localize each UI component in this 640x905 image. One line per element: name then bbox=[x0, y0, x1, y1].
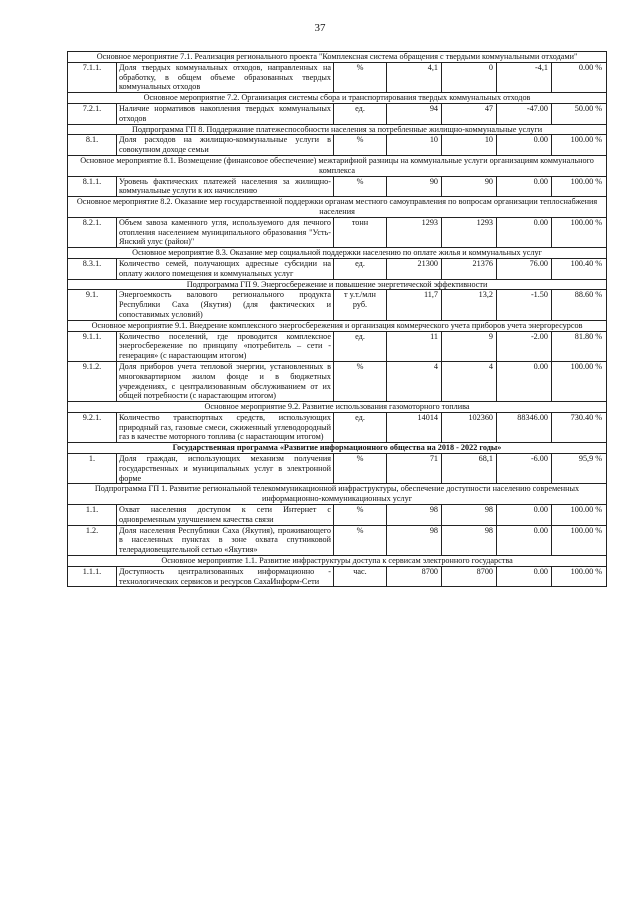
section-header: Основное мероприятие 1.1. Развитие инфраструктуры доступа к сервисам электронного государства bbox=[68, 556, 607, 567]
unit-cell: % bbox=[334, 361, 387, 401]
fact-value-cell: 4 bbox=[442, 361, 497, 401]
plan-value-cell: 1293 bbox=[387, 217, 442, 247]
plan-value-cell: 21300 bbox=[387, 258, 442, 279]
section-header: Основное мероприятие 9.1. Внедрение комплексного энергосбережения и организация коммерческого учета приборов учета энергоресурсов bbox=[68, 320, 607, 331]
completion-percent-cell: 100.00 % bbox=[552, 505, 607, 526]
deviation-cell: 0.00 bbox=[497, 135, 552, 156]
section-header-row bbox=[68, 279, 607, 290]
section-header: Государственная программа «Развитие информационного общества на 2018 - 2022 годы» bbox=[68, 443, 607, 454]
section-header-row bbox=[68, 484, 607, 505]
row-number-cell: 8.1.1. bbox=[68, 176, 117, 197]
deviation-cell: -4,1 bbox=[497, 62, 552, 92]
unit-cell: % bbox=[334, 454, 387, 484]
deviation-cell: 0.00 bbox=[497, 217, 552, 247]
completion-percent-cell: 50.00 % bbox=[552, 103, 607, 124]
fact-value-cell: 9 bbox=[442, 331, 497, 361]
plan-value-cell: 8700 bbox=[387, 566, 442, 587]
completion-percent-cell: 100.00 % bbox=[552, 566, 607, 587]
section-header-row bbox=[68, 443, 607, 454]
deviation-cell: -47.00 bbox=[497, 103, 552, 124]
completion-percent-cell: 95,9 % bbox=[552, 454, 607, 484]
completion-percent-cell: 100.00 % bbox=[552, 217, 607, 247]
indicator-cell: Количество транспортных средств, использующих природный газ, газовые смеси, сжиженный углеводородный газ в качестве моторного топлива (с нарастающим итогом) bbox=[117, 412, 334, 442]
plan-value-cell: 71 bbox=[387, 454, 442, 484]
row-number-cell: 1. bbox=[68, 454, 117, 484]
indicators-table bbox=[67, 51, 607, 587]
fact-value-cell: 98 bbox=[442, 525, 497, 555]
table-row bbox=[68, 361, 607, 401]
deviation-cell: 0.00 bbox=[497, 176, 552, 197]
table-row bbox=[68, 454, 607, 484]
section-header: Подпрограмма ГП 8. Поддержание платежеспособности населения за потребленные жилищно-коммунальные услуги bbox=[68, 124, 607, 135]
row-number-cell: 7.2.1. bbox=[68, 103, 117, 124]
section-header: Основное мероприятие 8.1. Возмещение (финансовое обеспечение) межтарифной разницы на коммунальные услуги организациям коммунального комплекса bbox=[68, 155, 607, 176]
table-row bbox=[68, 176, 607, 197]
table-row bbox=[68, 331, 607, 361]
completion-percent-cell: 88.60 % bbox=[552, 290, 607, 320]
indicator-cell: Доля расходов на жилищно-коммунальные услуги в совокупном доходе семьи bbox=[117, 135, 334, 156]
completion-percent-cell: 81.80 % bbox=[552, 331, 607, 361]
unit-cell: тонн bbox=[334, 217, 387, 247]
row-number-cell: 7.1.1. bbox=[68, 62, 117, 92]
row-number-cell: 1.2. bbox=[68, 525, 117, 555]
section-header: Подпрограмма ГП 1. Развитие региональной телекоммуникационной инфраструктуры, обеспечение доступности населению современных информационно-коммуникационных услуг bbox=[68, 484, 607, 505]
unit-cell: час. bbox=[334, 566, 387, 587]
indicator-cell: Уровень фактических платежей населения за жилищно-коммунальные услуги к их начислению bbox=[117, 176, 334, 197]
deviation-cell: 0.00 bbox=[497, 361, 552, 401]
table-row bbox=[68, 258, 607, 279]
section-header-row bbox=[68, 124, 607, 135]
section-header: Основное мероприятие 7.1. Реализация регионального проекта "Комплексная система обращения с твердыми коммунальными отходами" bbox=[68, 52, 607, 63]
fact-value-cell: 102360 bbox=[442, 412, 497, 442]
fact-value-cell: 90 bbox=[442, 176, 497, 197]
section-header: Основное мероприятие 9.2. Развитие использования газомоторного топлива bbox=[68, 402, 607, 413]
row-number-cell: 8.3.1. bbox=[68, 258, 117, 279]
row-number-cell: 1.1. bbox=[68, 505, 117, 526]
plan-value-cell: 4 bbox=[387, 361, 442, 401]
deviation-cell: 88346.00 bbox=[497, 412, 552, 442]
section-header-row bbox=[68, 556, 607, 567]
table-row bbox=[68, 62, 607, 92]
completion-percent-cell: 100.00 % bbox=[552, 525, 607, 555]
row-number-cell: 9.1.1. bbox=[68, 331, 117, 361]
plan-value-cell: 98 bbox=[387, 505, 442, 526]
fact-value-cell: 0 bbox=[442, 62, 497, 92]
fact-value-cell: 8700 bbox=[442, 566, 497, 587]
indicator-cell: Доля населения Республики Саха (Якутия), проживающего в населенных пунктах в зоне охвата спутниковой телерадиовещательной сетью «Якутия» bbox=[117, 525, 334, 555]
fact-value-cell: 13,2 bbox=[442, 290, 497, 320]
indicator-cell: Охват населения доступом к сети Интернет с одновременным улучшением качества связи bbox=[117, 505, 334, 526]
completion-percent-cell: 730.40 % bbox=[552, 412, 607, 442]
unit-cell: ед. bbox=[334, 103, 387, 124]
table-row bbox=[68, 412, 607, 442]
indicator-cell: Доля твердых коммунальных отходов, направленных на обработку, в общем объеме образованных твердых коммунальных отходов bbox=[117, 62, 334, 92]
indicator-cell: Доля граждан, использующих механизм получения государственных и муниципальных услуг в электронной форме bbox=[117, 454, 334, 484]
row-number-cell: 9.2.1. bbox=[68, 412, 117, 442]
table-row bbox=[68, 525, 607, 555]
section-header: Основное мероприятие 8.2. Оказание мер государственной поддержки органам местного самоуправления по вопросам организации теплоснабжения населения bbox=[68, 197, 607, 218]
fact-value-cell: 47 bbox=[442, 103, 497, 124]
plan-value-cell: 94 bbox=[387, 103, 442, 124]
completion-percent-cell: 100.00 % bbox=[552, 176, 607, 197]
section-header-row bbox=[68, 320, 607, 331]
indicator-cell: Энергоемкость валового регионального продукта Республики Саха (Якутия) (для фактических и сопоставимых условий) bbox=[117, 290, 334, 320]
section-header-row bbox=[68, 197, 607, 218]
plan-value-cell: 98 bbox=[387, 525, 442, 555]
completion-percent-cell: 100.00 % bbox=[552, 361, 607, 401]
completion-percent-cell: 100.40 % bbox=[552, 258, 607, 279]
plan-value-cell: 4,1 bbox=[387, 62, 442, 92]
unit-cell: ед. bbox=[334, 258, 387, 279]
unit-cell: % bbox=[334, 505, 387, 526]
section-header-row bbox=[68, 402, 607, 413]
deviation-cell: 0.00 bbox=[497, 525, 552, 555]
unit-cell: % bbox=[334, 135, 387, 156]
deviation-cell: 0.00 bbox=[497, 566, 552, 587]
row-number-cell: 8.1. bbox=[68, 135, 117, 156]
section-header-row bbox=[68, 52, 607, 63]
fact-value-cell: 98 bbox=[442, 505, 497, 526]
row-number-cell: 9.1. bbox=[68, 290, 117, 320]
indicator-cell: Количество поселений, где проводится комплексное энергосбережение по принципу «потребитель – сети - генерация» (с нарастающим итогом) bbox=[117, 331, 334, 361]
completion-percent-cell: 0.00 % bbox=[552, 62, 607, 92]
indicator-cell: Количество семей, получающих адресные субсидии на оплату жилого помещения и коммунальных услуг bbox=[117, 258, 334, 279]
deviation-cell: 0.00 bbox=[497, 505, 552, 526]
unit-cell: ед. bbox=[334, 331, 387, 361]
indicator-cell: Доступность централизованных информационно - технологических сервисов и ресурсов СахаИнформ-Сети bbox=[117, 566, 334, 587]
deviation-cell: -6.00 bbox=[497, 454, 552, 484]
table-row bbox=[68, 290, 607, 320]
unit-cell: % bbox=[334, 525, 387, 555]
section-header-row bbox=[68, 93, 607, 104]
row-number-cell: 8.2.1. bbox=[68, 217, 117, 247]
plan-value-cell: 11 bbox=[387, 331, 442, 361]
indicator-cell: Наличие нормативов накопления твердых коммунальных отходов bbox=[117, 103, 334, 124]
fact-value-cell: 10 bbox=[442, 135, 497, 156]
table-row bbox=[68, 505, 607, 526]
row-number-cell: 1.1.1. bbox=[68, 566, 117, 587]
completion-percent-cell: 100.00 % bbox=[552, 135, 607, 156]
deviation-cell: 76.00 bbox=[497, 258, 552, 279]
plan-value-cell: 90 bbox=[387, 176, 442, 197]
section-header: Основное мероприятие 8.3. Оказание мер социальной поддержки населению по оплате жилья и коммунальных услуг bbox=[68, 248, 607, 259]
indicator-cell: Объем завоза каменного угля, используемого для печного отопления населением муниципального образования "Усть-Янский улус (район)" bbox=[117, 217, 334, 247]
unit-cell: ед. bbox=[334, 412, 387, 442]
fact-value-cell: 68,1 bbox=[442, 454, 497, 484]
table-row bbox=[68, 566, 607, 587]
table-row bbox=[68, 217, 607, 247]
unit-cell: т у.т./млн руб. bbox=[334, 290, 387, 320]
table-row bbox=[68, 103, 607, 124]
row-number-cell: 9.1.2. bbox=[68, 361, 117, 401]
section-header-row bbox=[68, 248, 607, 259]
unit-cell: % bbox=[334, 176, 387, 197]
plan-value-cell: 11,7 bbox=[387, 290, 442, 320]
plan-value-cell: 10 bbox=[387, 135, 442, 156]
section-header: Основное мероприятие 7.2. Организация системы сбора и транспортирования твердых коммунальных отходов bbox=[68, 93, 607, 104]
deviation-cell: -1.50 bbox=[497, 290, 552, 320]
fact-value-cell: 1293 bbox=[442, 217, 497, 247]
fact-value-cell: 21376 bbox=[442, 258, 497, 279]
deviation-cell: -2.00 bbox=[497, 331, 552, 361]
indicator-cell: Доля приборов учета тепловой энергии, установленных в многоквартирном жилом фонде и в бюджетных учреждениях, с централизованным обслуживанием от их общей потребности (с нарастающим итогом) bbox=[117, 361, 334, 401]
section-header-row bbox=[68, 155, 607, 176]
unit-cell: % bbox=[334, 62, 387, 92]
section-header: Подпрограмма ГП 9. Энергосбережение и повышение энергетической эффективности bbox=[68, 279, 607, 290]
plan-value-cell: 14014 bbox=[387, 412, 442, 442]
table-row bbox=[68, 135, 607, 156]
page-number: 37 bbox=[314, 22, 326, 34]
